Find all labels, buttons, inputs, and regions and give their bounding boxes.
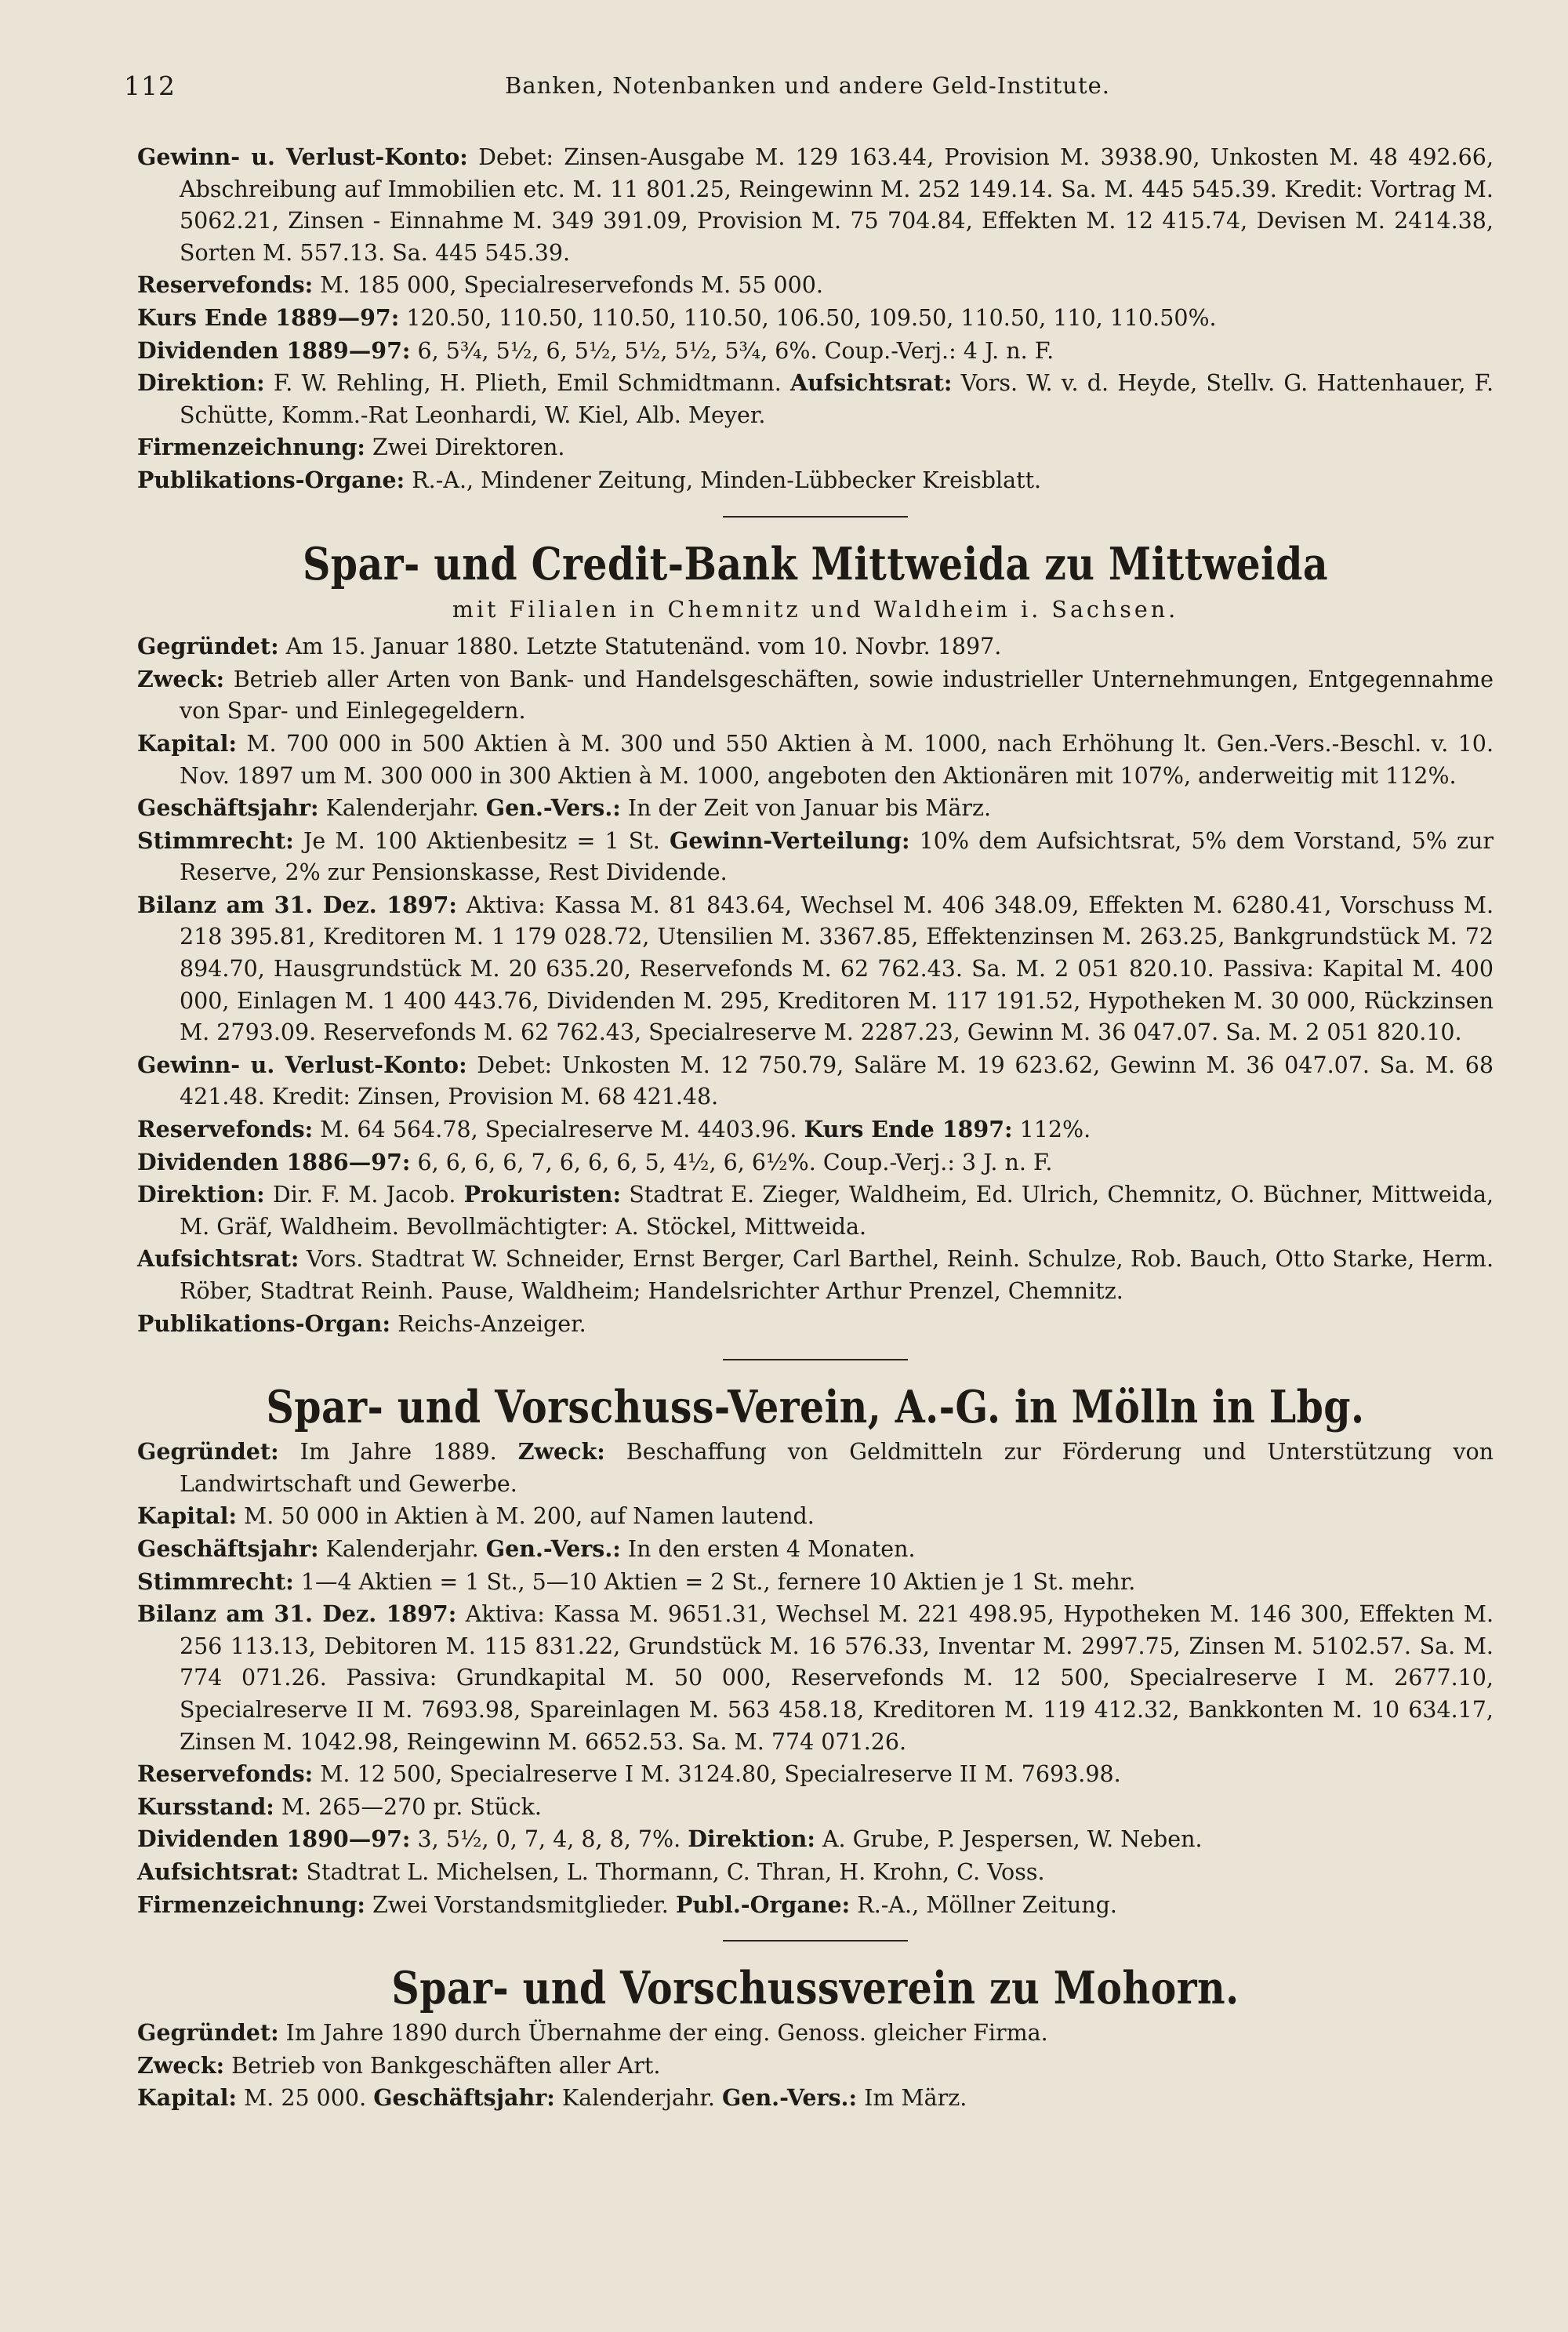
label: Aufsichtsrat: <box>137 1245 299 1273</box>
entry-publikationen <box>137 464 1494 497</box>
entry-bilanz <box>137 1598 1494 1758</box>
text: 10% dem Aufsichtsrat, 5% dem Vorstand, 5% zur Reserve, 2% zur Pensionskasse, Rest Dividende. <box>180 827 1494 886</box>
label: Kapital: <box>137 1502 237 1530</box>
text: Kalenderjahr. <box>561 2085 715 2112</box>
label: Dividenden 1889—97: <box>137 336 411 364</box>
text: 6, 5¾, 5½, 6, 5½, 5½, 5½, 5¾, 6%. Coup.-Verj.: 4 J. n. F. <box>417 337 1054 364</box>
text: Reichs-Anzeiger. <box>397 1310 586 1337</box>
entry-reservefonds <box>137 1758 1494 1791</box>
text: Zwei Direktoren. <box>372 434 565 461</box>
bank-title: Spar- und Vorschussverein zu Mohorn. <box>391 1962 1240 2015</box>
label: Reservefonds: <box>137 1116 314 1143</box>
entry-gewinn-verlust <box>137 1049 1494 1113</box>
text: 120.50, 110.50, 110.50, 110.50, 106.50, 109.50, 110.50, 110, 110.50%. <box>406 304 1217 331</box>
label: Kursstand: <box>137 1793 274 1820</box>
entry-direktion <box>137 367 1494 431</box>
entry-bilanz <box>137 889 1494 1049</box>
text: Vors. Stadtrat W. Schneider, Ernst Berger, Carl Barthel, Reinh. Schulze, Rob. Bauch, Otto Starke, Herm. Röber, Stadtrat Reinh. Pause, Waldheim; Handelsrichter Arthur Prenzel, Chemnitz. <box>180 1246 1494 1304</box>
label: Geschäftsjahr: <box>137 794 319 822</box>
text: F. W. Rehling, H. Plieth, Emil Schmidtmann. <box>273 370 782 397</box>
text: M. 64 564.78, Specialreserve M. 4403.96. <box>320 1117 797 1143</box>
text: Zwei Vorstandsmitglieder. <box>372 1891 669 1918</box>
bank-title: Spar- und Credit-Bank Mittweida zu Mittweida <box>302 537 1329 590</box>
text: In den ersten 4 Monaten. <box>627 1535 916 1562</box>
label: Gewinn- u. Verlust-Konto: <box>137 143 468 170</box>
label: Direktion: <box>688 1825 815 1853</box>
page-number: 112 <box>124 71 176 101</box>
text: Im März. <box>864 2085 967 2112</box>
label: Gen.-Vers.: <box>485 1535 621 1562</box>
entry-reservefonds <box>137 1113 1494 1146</box>
label: Stimmrecht: <box>137 826 294 854</box>
label: Gen.-Vers.: <box>485 794 621 822</box>
text: Debet: Unkosten M. 12 750.79, Saläre M. 19 623.62, Gewinn M. 36 047.07. Sa. M. 68 421.48. Kredit: Zinsen, Provision M. 68 421.48. <box>180 1052 1494 1110</box>
entry-geschaeftsjahr <box>137 1533 1494 1566</box>
entry-gewinn-verlust <box>137 141 1494 269</box>
label: Publikations-Organe: <box>137 466 405 493</box>
text: M. 700 000 in 500 Aktien à M. 300 und 550 Aktien à M. 1000, nach Erhöhung lt. Gen.-Vers.-Beschl. v. 10. Nov. 1897 um M. 300 000 in 300 Aktien à M. 1000, angeboten den Aktionären mit 107%, anderweitig mit 112%. <box>180 730 1494 789</box>
text: Aktiva: Kassa M. 9651.31, Wechsel M. 221 498.95, Hypotheken M. 146 300, Effekten M. 256 113.13, Debitoren M. 115 831.22, Grundstück M. 16 576.33, Inventar M. 2997.75, Zinsen M. 5102.57. Sa. M. 774 071.26. Passiva: Grundkapital M. 50 000, Reservefonds M. 12 500, Specialreserve I M. 2677.10, Specialreserve II M. 7693.98, Spareinlagen M. 563 458.18, Kreditoren M. 119 412.32, Bankkonten M. 10 634.17, Zinsen M. 1042.98, Reingewinn M. 6652.53. Sa. M. 774 071.26. <box>180 1601 1494 1755</box>
label: Bilanz am 31. Dez. 1897: <box>137 1600 457 1628</box>
entry-reservefonds <box>137 269 1494 302</box>
label: Kapital: <box>137 2084 237 2112</box>
text: 1—4 Aktien = 1 St., 5—10 Aktien = 2 St., fernere 10 Aktien je 1 St. mehr. <box>300 1568 1136 1595</box>
text: Dir. F. M. Jacob. <box>272 1182 456 1208</box>
entry-kurs <box>137 302 1494 335</box>
text: M. 25 000. <box>244 2085 367 2112</box>
label: Gewinn- u. Verlust-Konto: <box>137 1051 467 1078</box>
label: Bilanz am 31. Dez. 1897: <box>137 891 457 918</box>
entry-kapital <box>137 728 1494 792</box>
label: Stimmrecht: <box>137 1567 294 1595</box>
entry-kursstand <box>137 1791 1494 1824</box>
text: Je M. 100 Aktienbesitz = 1 St. <box>303 827 660 854</box>
entry-firmenzeichnung <box>137 431 1494 464</box>
text: Stadtrat L. Michelsen, L. Thormann, C. Thran, H. Krohn, C. Voss. <box>306 1858 1045 1885</box>
entry-kapital <box>137 1500 1494 1533</box>
bank-subtitle: mit Filialen in Chemnitz und Waldheim i. Sachsen. <box>452 596 1179 623</box>
running-title: Banken, Notenbanken und andere Geld-Institute. <box>505 72 1110 99</box>
text: Kalenderjahr. <box>325 1535 479 1562</box>
entry-kapital <box>137 2082 1494 2115</box>
text: Kalenderjahr. <box>325 795 479 822</box>
label: Aufsichtsrat: <box>137 1858 299 1885</box>
entry-zweck <box>137 2050 1494 2083</box>
text: Aktiva: Kassa M. 81 843.64, Wechsel M. 406 348.09, Effekten M. 6280.41, Vorschuss M. 218 395.81, Kreditoren M. 1 179 028.72, Utensilien M. 3367.85, Effektenzinsen M. 263.25, Bankgrundstück M. 72 894.70, Hausgrundstück M. 20 635.20, Reservefonds M. 62 762.43. Sa. M. 2 051 820.10. Passiva: Kapital M. 400 000, Einlagen M. 1 400 443.76, Dividenden M. 295, Kreditoren M. 117 191.52, Hypotheken M. 30 000, Rückzinsen M. 2793.09. Reservefonds M. 62 762.43, Specialreserve M. 2287.23, Gewinn M. 36 047.07. Sa. M. 2 051 820.10. <box>180 892 1494 1046</box>
text: 3, 5½, 0, 7, 4, 8, 8, 7%. <box>417 1826 681 1853</box>
label: Zweck: <box>137 2051 225 2079</box>
entry-gegruendet <box>137 2017 1494 2050</box>
text: R.-A., Möllner Zeitung. <box>857 1891 1117 1918</box>
label: Publikations-Organ: <box>137 1309 391 1337</box>
label: Kurs Ende 1889—97: <box>137 303 400 331</box>
entry-publikationen <box>137 1308 1494 1341</box>
entry-aufsichtsrat <box>137 1243 1494 1307</box>
entry-dividenden <box>137 1146 1494 1179</box>
text: Betrieb von Bankgeschäften aller Art. <box>231 2052 661 2079</box>
text: R.-A., Mindener Zeitung, Minden-Lübbecker Kreisblatt. <box>412 467 1042 493</box>
text: Betrieb aller Arten von Bank- und Handelsgeschäften, sowie industrieller Unternehmungen, Entgegennahme von Spar- und Einlegegeldern. <box>180 666 1494 725</box>
label: Reservefonds: <box>137 271 314 299</box>
label: Kurs Ende 1897: <box>804 1116 1013 1143</box>
page-body <box>137 141 1494 2115</box>
text: 6, 6, 6, 6, 7, 6, 6, 6, 5, 4½, 6, 6½%. Coup.-Verj.: 3 J. n. F. <box>417 1149 1053 1175</box>
label: Prokuristen: <box>463 1181 622 1208</box>
bank-entry-mohorn <box>137 1960 1494 2115</box>
page-header <box>118 71 1497 107</box>
label: Gegründet: <box>137 1438 279 1466</box>
bank-title: Spar- und Vorschuss-Verein, A.-G. in Mölln in Lbg. <box>266 1381 1365 1434</box>
text: Im Jahre 1890 durch Übernahme der eing. Genoss. gleicher Firma. <box>285 2020 1048 2047</box>
label: Gewinn-Verteilung: <box>669 826 910 854</box>
text: Vors. W. v. d. Heyde, Stellv. G. Hattenhauer, F. Schütte, Komm.-Rat Leonhardi, W. Kiel, Alb. Meyer. <box>180 370 1494 428</box>
text: M. 12 500, Specialreserve I M. 3124.80, Specialreserve II M. 7693.98. <box>320 1761 1121 1788</box>
text: M. 185 000, Specialreservefonds M. 55 000. <box>320 272 823 299</box>
bank-entry-mittweida <box>137 536 1494 1341</box>
text: Stadtrat E. Zieger, Waldheim, Ed. Ulrich, Chemnitz, O. Büchner, Mittweida, M. Gräf, Waldheim. Bevollmächtigter: A. Stöckel, Mittweida. <box>180 1182 1494 1240</box>
previous-entry-continuation <box>137 141 1494 497</box>
label: Direktion: <box>137 369 265 397</box>
label: Firmenzeichnung: <box>137 1891 365 1918</box>
text: 112%. <box>1019 1117 1091 1143</box>
label: Zweck: <box>517 1438 605 1466</box>
entry-geschaeftsjahr <box>137 792 1494 825</box>
label: Geschäftsjahr: <box>137 1535 319 1562</box>
label: Dividenden 1886—97: <box>137 1148 411 1175</box>
section-divider <box>723 1359 908 1360</box>
label: Gegründet: <box>137 633 279 660</box>
text: In der Zeit von Januar bis März. <box>627 795 992 822</box>
text: M. 265—270 pr. Stück. <box>281 1793 542 1820</box>
label: Zweck: <box>137 665 225 692</box>
entry-gegruendet <box>137 630 1494 663</box>
label: Direktion: <box>137 1181 265 1208</box>
text: Beschaffung von Geldmitteln zur Förderung und Unterstützung von Landwirtschaft und Gewerbe. <box>180 1439 1494 1497</box>
text: Am 15. Januar 1880. Letzte Statutenänd. vom 10. Novbr. 1897. <box>285 634 1002 660</box>
entry-firmenzeichnung <box>137 1889 1494 1922</box>
section-divider <box>723 516 908 518</box>
label: Dividenden 1890—97: <box>137 1825 411 1853</box>
text: Im Jahre 1889. <box>299 1439 497 1466</box>
entry-direktion <box>137 1179 1494 1243</box>
entry-stimmrecht <box>137 825 1494 889</box>
label: Publ.-Organe: <box>675 1891 851 1918</box>
text: A. Grube, P. Jespersen, W. Neben. <box>822 1826 1203 1853</box>
label: Aufsichtsrat: <box>790 369 953 397</box>
entry-gegruendet <box>137 1436 1494 1500</box>
bank-entry-moelln <box>137 1379 1494 1921</box>
text: Debet: Zinsen-Ausgabe M. 129 163.44, Provision M. 3938.90, Unkosten M. 48 492.66, Abschreibung auf Immobilien etc. M. 11 801.25, Reingewinn M. 252 149.14. Sa. M. 445 545.39. Kredit: Vortrag M. 5062.21, Zinsen - Einnahme M. 349 391.09, Provision M. 75 704.84, Effekten M. 12 415.74, Devisen M. 2414.38, Sorten M. 557.13. Sa. 445 545.39. <box>180 144 1494 266</box>
entry-dividenden <box>137 335 1494 368</box>
label: Gen.-Vers.: <box>721 2084 857 2112</box>
section-divider <box>723 1940 908 1942</box>
label: Geschäftsjahr: <box>373 2084 555 2112</box>
label: Reservefonds: <box>137 1760 314 1788</box>
entry-zweck <box>137 663 1494 728</box>
entry-aufsichtsrat <box>137 1856 1494 1889</box>
label: Gegründet: <box>137 2019 279 2047</box>
label: Firmenzeichnung: <box>137 434 365 461</box>
text: M. 50 000 in Aktien à M. 200, auf Namen lautend. <box>244 1503 815 1530</box>
entry-dividenden <box>137 1823 1494 1856</box>
entry-stimmrecht <box>137 1566 1494 1599</box>
label: Kapital: <box>137 729 237 757</box>
